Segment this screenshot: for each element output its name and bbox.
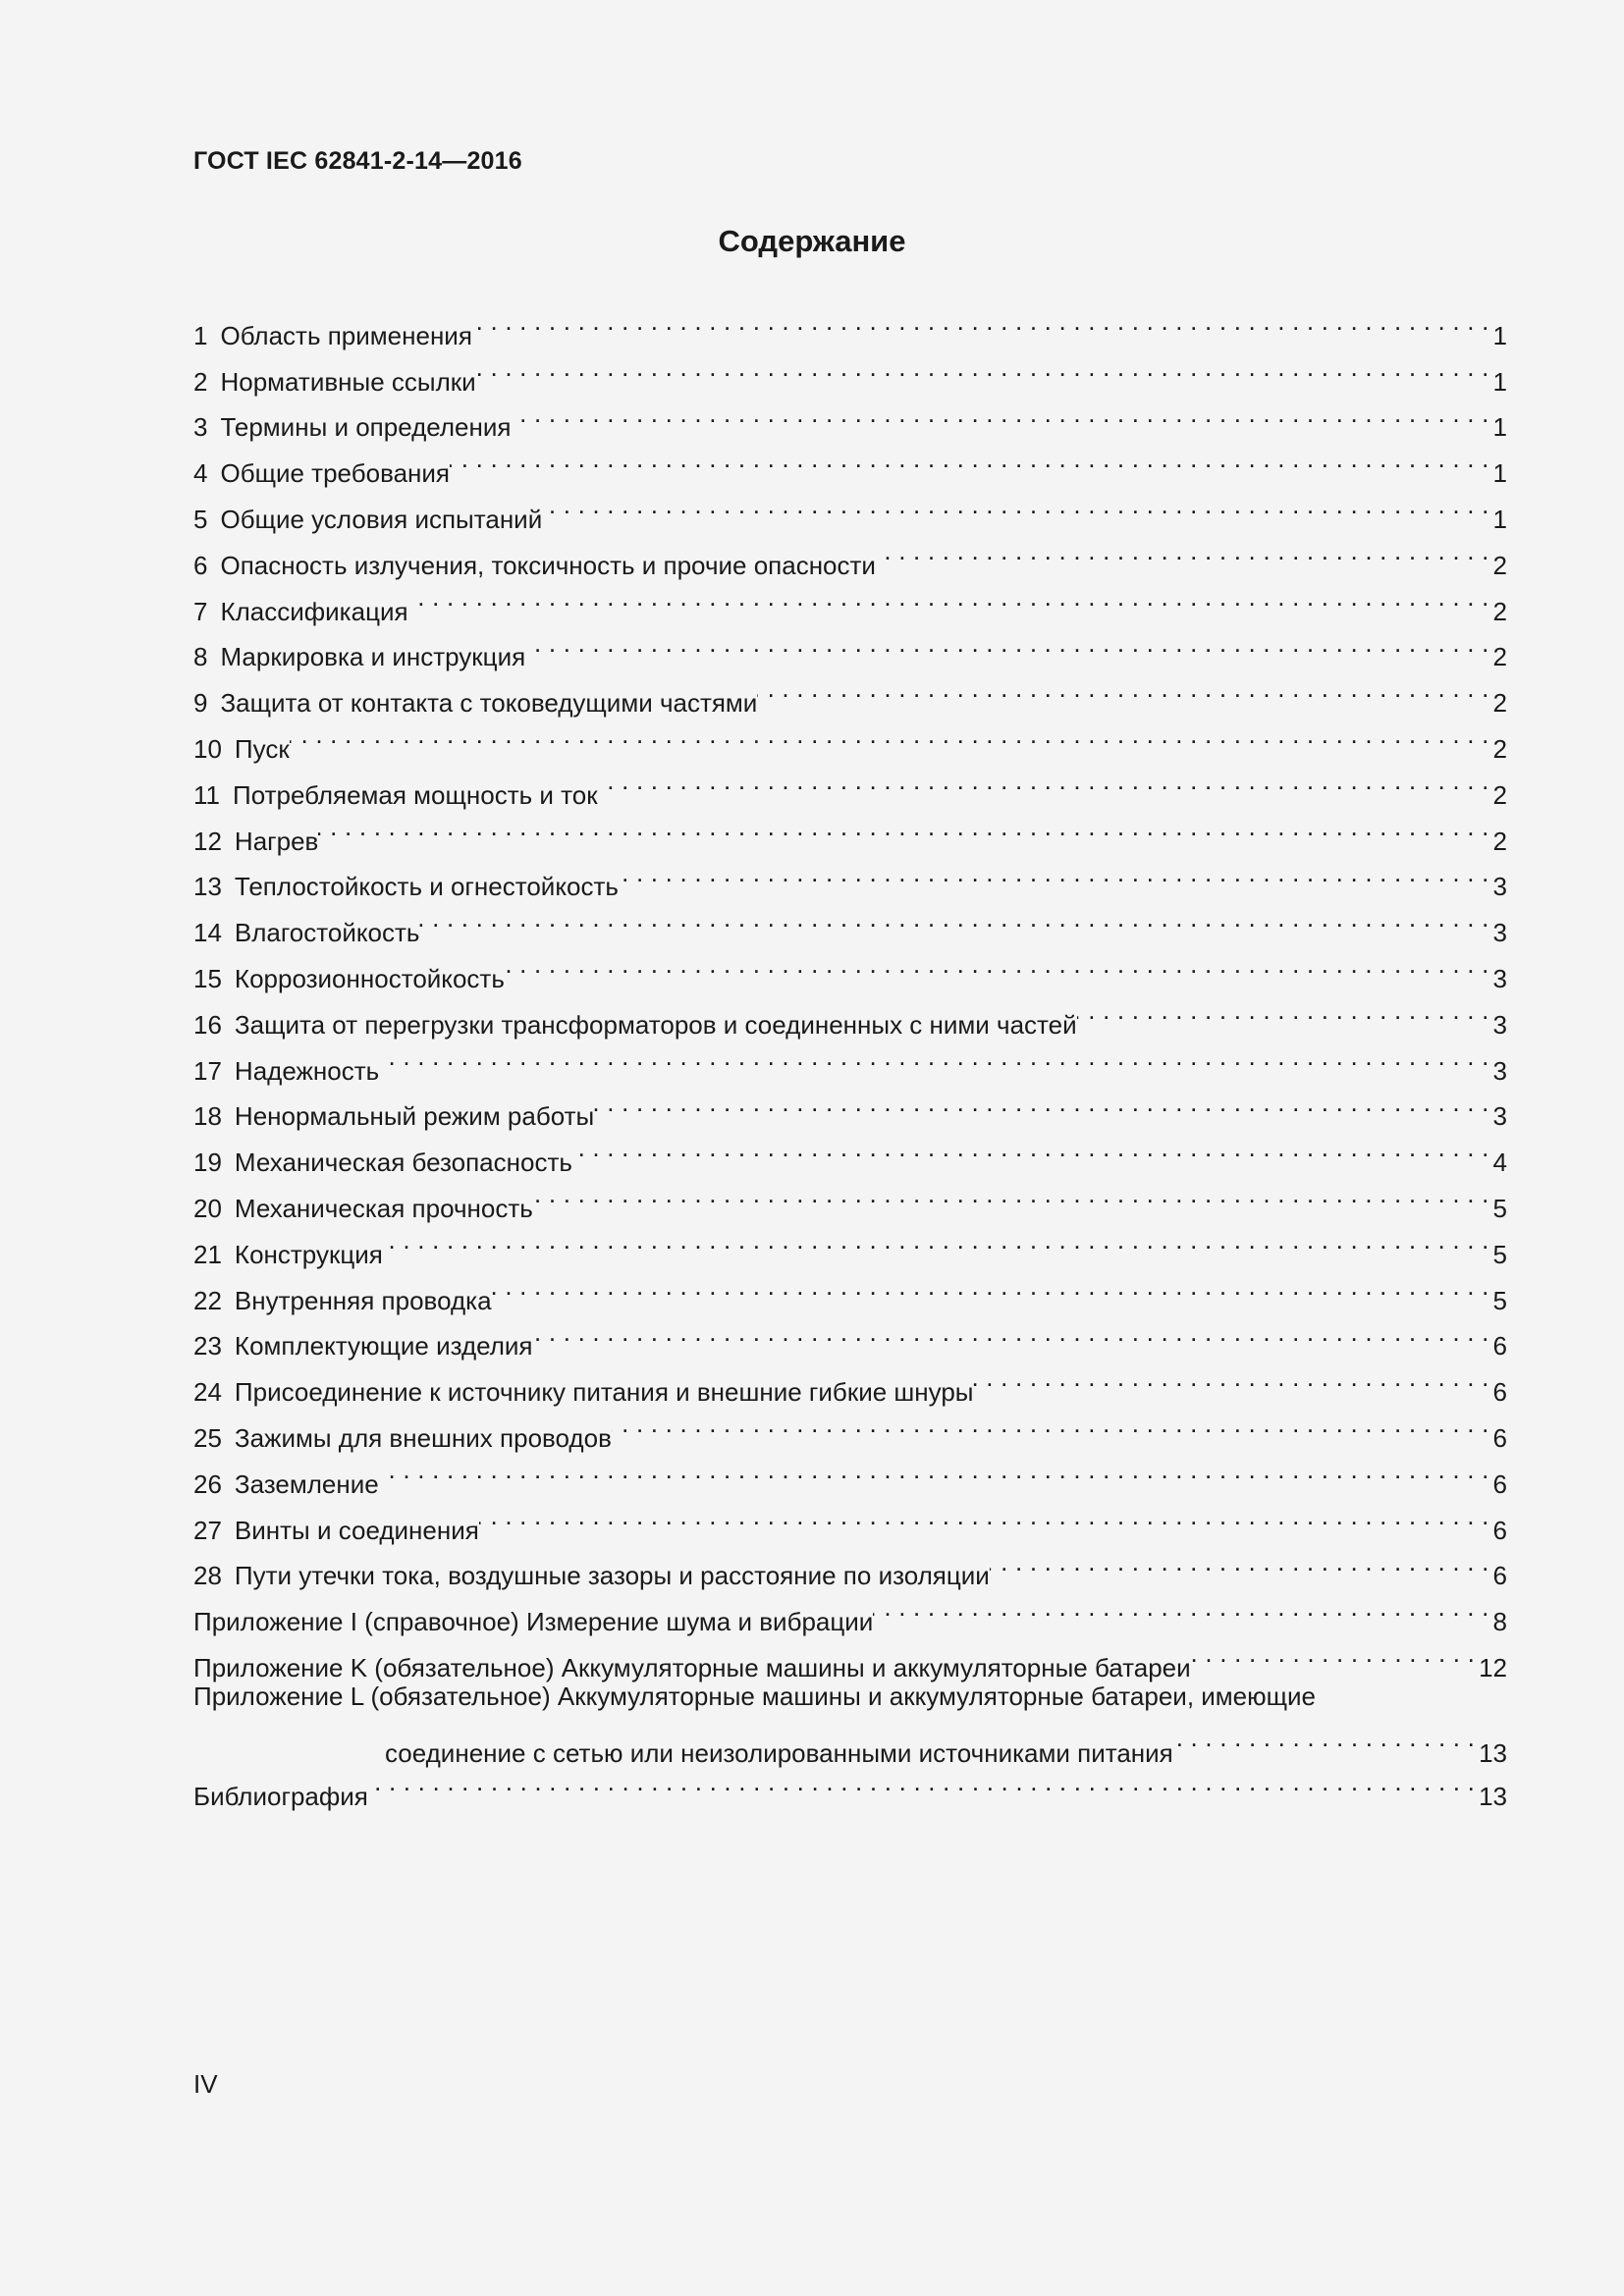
toc-entry-number: 26 [193, 1468, 222, 1499]
toc-entry-number: 4 [193, 458, 208, 489]
toc-entry-page: 3 [1492, 918, 1507, 948]
toc-entry-number: 24 [193, 1377, 222, 1408]
toc-entry[interactable] [193, 1493, 1507, 1545]
toc-entry-page: 2 [1492, 596, 1507, 626]
toc-entry-number: 20 [193, 1193, 222, 1223]
dot-leader [492, 1263, 1489, 1309]
toc-entry-annex-l[interactable] [193, 1677, 1507, 1716]
toc-entry-title-line2: соединение с сетью или неизолированными источниками питания [385, 1737, 1173, 1768]
toc-entry-page: 2 [1492, 733, 1507, 764]
toc-entry-number: 23 [193, 1331, 222, 1362]
dot-leader [533, 1171, 1489, 1217]
toc-title: Содержание [718, 224, 906, 258]
toc-entry-page: 13 [1479, 1737, 1507, 1768]
toc-entry-title: Заземление [234, 1468, 379, 1499]
toc-entry[interactable] [193, 712, 1507, 764]
toc-entry-number: 5 [193, 504, 208, 534]
dot-leader [533, 1309, 1489, 1356]
toc-entry-title: Маркировка и инструкция [220, 642, 526, 672]
toc-entry-number: 9 [193, 688, 208, 719]
dot-leader [472, 298, 1489, 345]
toc-entry-title: Пути утечки тока, воздушные зазоры и расстояние по изоляции [234, 1561, 990, 1591]
dot-leader [572, 1125, 1489, 1171]
toc-entry-page: 2 [1492, 550, 1507, 580]
toc-entry-number: 1 [193, 320, 208, 350]
toc-entry-annex-l-continued[interactable] [193, 1716, 1507, 1768]
toc-entry-page: 3 [1492, 1009, 1507, 1040]
toc-entry-page: 2 [1492, 779, 1507, 810]
table-of-contents [193, 298, 1507, 1811]
toc-entry-title: Общие условия испытаний [220, 504, 543, 534]
dot-leader [1191, 1630, 1475, 1677]
toc-entry-number: 16 [193, 1009, 222, 1040]
toc-entry-page: 1 [1492, 504, 1507, 534]
toc-entry-title: Влагостойкость [234, 918, 420, 948]
toc-entry-number: 2 [193, 366, 208, 397]
dot-leader [419, 895, 1489, 941]
toc-entry-title: Ненормальный режим работы [234, 1101, 595, 1132]
dot-leader [368, 1759, 1475, 1805]
dot-leader [973, 1355, 1489, 1401]
toc-entry-page: 4 [1492, 1148, 1507, 1178]
toc-entry-page: 3 [1492, 963, 1507, 993]
toc-entry-page: 12 [1479, 1652, 1507, 1682]
dot-leader [542, 482, 1489, 528]
dot-leader [612, 1401, 1489, 1447]
dot-leader [479, 1493, 1489, 1539]
dot-leader [619, 850, 1489, 896]
toc-entry-title: Конструкция [234, 1239, 383, 1269]
toc-entry-number: 3 [193, 412, 208, 443]
toc-entry-page: 6 [1492, 1331, 1507, 1362]
toc-entry-number: 18 [193, 1101, 222, 1132]
toc-entry-title: Потребляемая мощность и ток [233, 779, 598, 810]
toc-entry[interactable] [193, 758, 1507, 810]
toc-entry-number: 12 [193, 826, 222, 856]
dot-leader [290, 712, 1489, 758]
toc-entry-number: 15 [193, 963, 222, 993]
toc-entry-title: Нормативные ссылки [220, 366, 476, 397]
toc-entry-page: 5 [1492, 1285, 1507, 1315]
dot-leader [408, 574, 1489, 620]
dot-leader [379, 1034, 1489, 1080]
toc-entry-number: 10 [193, 733, 222, 764]
toc-entry-title: Термины и определения [220, 412, 512, 443]
toc-entry-title: Коррозионностойкость [234, 963, 505, 993]
toc-entry-number: 22 [193, 1285, 222, 1315]
dot-leader [511, 391, 1489, 437]
toc-entry-number: 17 [193, 1055, 222, 1086]
toc-entry-number: 21 [193, 1239, 222, 1269]
toc-entry-page: 6 [1492, 1422, 1507, 1453]
toc-entry-page: 5 [1492, 1193, 1507, 1223]
toc-entry-title: Надежность [234, 1055, 380, 1086]
toc-entry-number: 14 [193, 918, 222, 948]
dot-leader [450, 436, 1489, 482]
toc-entry[interactable] [193, 850, 1507, 902]
toc-entry-page: 5 [1492, 1239, 1507, 1269]
toc-entry-number: 13 [193, 872, 222, 902]
toc-entry[interactable] [193, 298, 1507, 350]
toc-entry-page: 1 [1492, 366, 1507, 397]
toc-entry-page: 3 [1492, 1101, 1507, 1132]
toc-entry-title: Пуск [234, 733, 290, 764]
toc-entry-title: Присоединение к источнику питания и внешние гибкие шнуры [234, 1377, 974, 1408]
toc-entry-title: Приложение I (справочное) Измерение шума и вибрации [193, 1607, 874, 1637]
dot-leader [383, 1217, 1489, 1263]
page-number: IV [193, 2069, 218, 2099]
dot-leader [476, 345, 1489, 391]
toc-entry-title: Зажимы для внешних проводов [234, 1422, 612, 1453]
toc-entry-title-line1: Приложение L (обязательное) Аккумуляторные машины и аккумуляторные батареи, имеющие [193, 1681, 1316, 1711]
dot-leader [505, 941, 1489, 988]
toc-entry-page: 3 [1492, 1055, 1507, 1086]
toc-entry[interactable] [193, 1447, 1507, 1499]
dot-leader [990, 1539, 1489, 1585]
toc-entry-title: Комплектующие изделия [234, 1331, 533, 1362]
toc-entry[interactable] [193, 1034, 1507, 1086]
toc-entry-number: 11 [193, 779, 220, 810]
toc-entry[interactable] [193, 804, 1507, 856]
dot-leader [876, 528, 1489, 574]
toc-entry[interactable] [193, 1217, 1507, 1269]
toc-entry-title: Винты и соединения [234, 1515, 479, 1545]
toc-entry-number: 19 [193, 1148, 222, 1178]
toc-entry-title: Механическая безопасность [234, 1148, 572, 1178]
toc-entry-page: 6 [1492, 1561, 1507, 1591]
dot-leader [757, 666, 1489, 712]
toc-entry-page: 2 [1492, 642, 1507, 672]
dot-leader [594, 1080, 1489, 1126]
toc-entry-number: 25 [193, 1422, 222, 1453]
dot-leader [379, 1447, 1489, 1493]
document-code: ГОСТ IEC 62841-2-14—2016 [193, 147, 522, 175]
toc-entry[interactable] [193, 1263, 1507, 1315]
toc-entry-page: 8 [1492, 1607, 1507, 1637]
toc-entry-title: Библиография [193, 1781, 368, 1811]
toc-entry-title: Классификация [220, 596, 408, 626]
dot-leader [873, 1584, 1489, 1630]
toc-entry-number: 28 [193, 1561, 222, 1591]
toc-entry-title: Механическая прочность [234, 1193, 533, 1223]
toc-entry-page: 1 [1492, 320, 1507, 350]
toc-entry-page: 6 [1492, 1468, 1507, 1499]
toc-entry-bibliography[interactable] [193, 1759, 1507, 1811]
toc-entry-title: Приложение K (обязательное) Аккумуляторные машины и аккумуляторные батареи [193, 1652, 1191, 1682]
toc-entry-page: 3 [1492, 872, 1507, 902]
toc-entry-page: 6 [1492, 1515, 1507, 1545]
toc-entry-page: 1 [1492, 458, 1507, 489]
toc-entry-number: 8 [193, 642, 208, 672]
dot-leader [1173, 1716, 1475, 1762]
toc-entry-title: Нагрев [234, 826, 319, 856]
toc-entry-title: Защита от перегрузки трансформаторов и соединенных с ними частей [234, 1009, 1077, 1040]
toc-entry-number: 6 [193, 550, 208, 580]
toc-entry-page: 1 [1492, 412, 1507, 443]
dot-leader [318, 804, 1489, 850]
toc-entry[interactable] [193, 1080, 1507, 1132]
dot-leader [598, 758, 1489, 804]
toc-entry-number: 7 [193, 596, 208, 626]
toc-entry-number: 27 [193, 1515, 222, 1545]
toc-entry-page: 6 [1492, 1377, 1507, 1408]
toc-entry-title: Теплостойкость и огнестойкость [234, 872, 619, 902]
toc-entry-title: Защита от контакта с токоведущими частями [220, 688, 758, 719]
toc-entry-page: 2 [1492, 688, 1507, 719]
toc-entry-title: Общие требования [220, 458, 451, 489]
toc-entry-page: 13 [1479, 1781, 1507, 1811]
toc-entry-page: 2 [1492, 826, 1507, 856]
toc-entry-title: Область применения [220, 320, 472, 350]
toc-entry-title: Внутренняя проводка [234, 1285, 492, 1315]
dot-leader [1077, 988, 1489, 1034]
toc-entry-title: Опасность излучения, токсичность и прочие опасности [220, 550, 876, 580]
dot-leader [525, 620, 1489, 667]
